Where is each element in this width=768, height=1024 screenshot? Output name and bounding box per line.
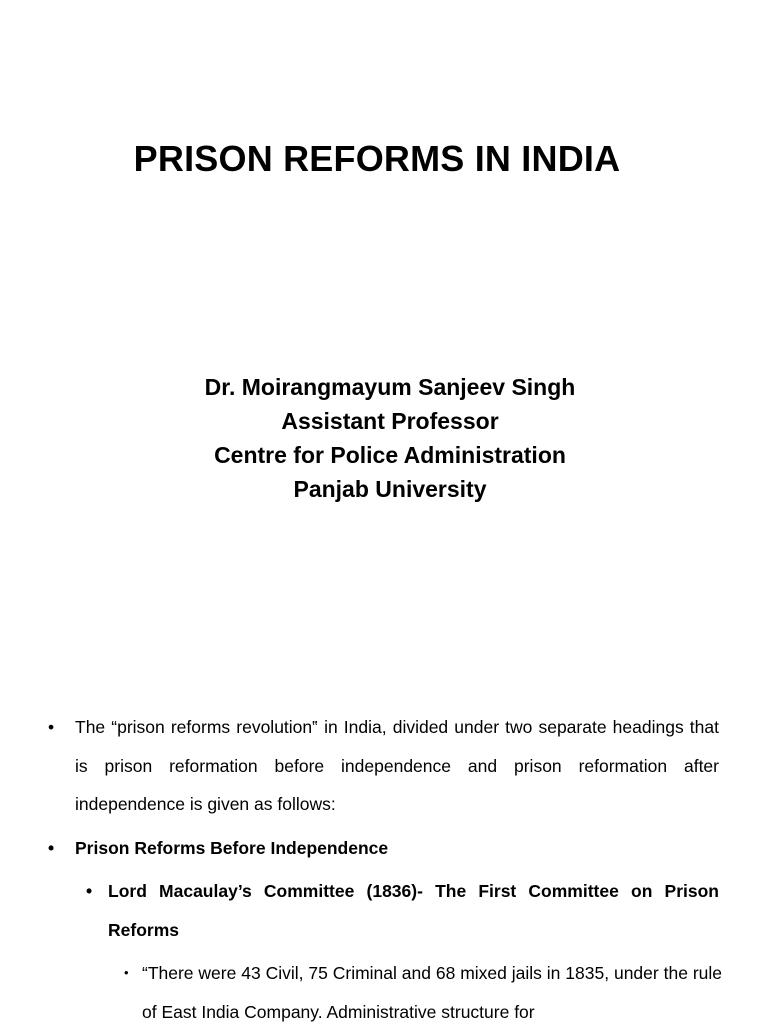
list-item-text: The “prison reforms revolution‟ in India, divided under two separate headings that is prison reformation before independence and prison reformation after independence is given as follows:	[75, 717, 719, 814]
list-item-text: “There were 43 Civil, 75 Criminal and 68 mixed jails in 1835, under the rule of East India Company. Administrative structure for	[142, 963, 722, 1022]
author-position: Assistant Professor	[281, 408, 499, 434]
bullet-icon: •	[124, 965, 129, 980]
section-heading-item	[48, 829, 719, 868]
bullet-icon: •	[48, 837, 55, 858]
bullet-icon: •	[86, 881, 93, 901]
bullet-icon: •	[48, 717, 55, 737]
bullet-list	[0, 708, 768, 1024]
subsection-heading-item	[86, 872, 719, 949]
content-slide	[0, 680, 768, 1024]
list-item	[48, 708, 719, 824]
author-university: Panjab University	[293, 476, 487, 502]
author-name: Dr. Moirangmayum Sanjeev Singh	[204, 374, 576, 400]
subsection-heading-text: Lord Macaulay’s Committee (1836)- The First Committee on Prison Reforms	[108, 881, 719, 940]
list-item	[124, 954, 722, 1024]
author-department: Centre for Police Administration	[214, 442, 566, 468]
slide-title: PRISON REFORMS IN INDIA	[133, 138, 621, 179]
author-block	[0, 370, 768, 506]
section-heading-text: Prison Reforms Before Independence	[75, 837, 389, 858]
